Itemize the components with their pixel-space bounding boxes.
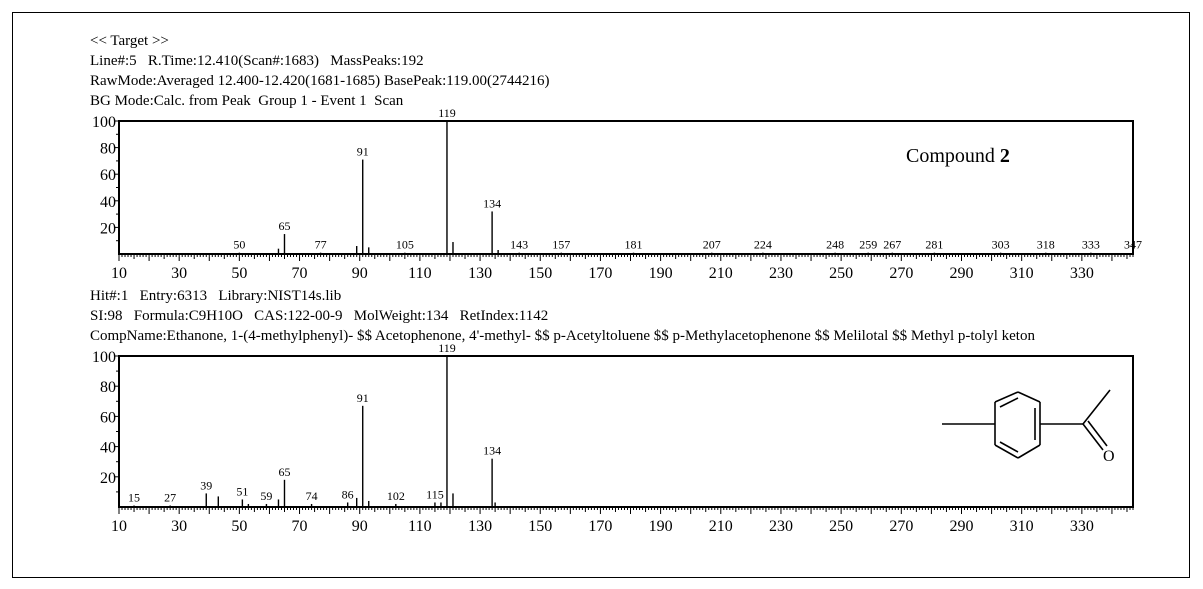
x-tick-label: 50: [231, 265, 248, 282]
target-header-line-3: RawMode:Averaged 12.400-12.420(1681-1685) BasePeak:119.00(2744216): [90, 73, 550, 89]
x-tick-label: 190: [648, 518, 673, 535]
x-tick-label: 70: [291, 265, 308, 282]
x-tick-label: 290: [949, 265, 974, 282]
oxygen-atom-label: O: [1103, 448, 1115, 465]
peak-label: 143: [510, 237, 529, 252]
x-tick-label: 30: [171, 518, 188, 535]
peak-label: 77: [314, 237, 327, 252]
y-tick-label: 40: [100, 439, 116, 457]
y-tick-label: 80: [100, 140, 116, 158]
peak-label: 119: [438, 106, 456, 120]
hit-header-line-1: Hit#:1 Entry:6313 Library:NIST14s.lib: [90, 288, 342, 304]
x-tick-label: 290: [949, 518, 974, 535]
peak-label: 27: [164, 490, 177, 505]
y-tick-label: 100: [92, 349, 116, 366]
x-tick-label: 170: [588, 518, 613, 535]
compound-label: [906, 145, 1010, 167]
x-tick-label: 190: [648, 265, 673, 282]
peak-label: 333: [1081, 237, 1100, 252]
x-tick-label: 250: [829, 518, 854, 535]
plot-border: [119, 121, 1133, 254]
x-tick-label: 90: [351, 265, 368, 282]
target-header-line-2: Line#:5 R.Time:12.410(Scan#:1683) MassPeaks:192: [90, 53, 424, 69]
x-tick-label: 210: [708, 265, 733, 282]
peak-label: 207: [702, 237, 721, 252]
y-tick-label: 60: [100, 409, 116, 427]
y-tick-label: 100: [92, 114, 116, 131]
x-tick-label: 110: [408, 265, 432, 282]
peak-label: 91: [356, 390, 369, 405]
x-tick-label: 50: [231, 518, 248, 535]
x-tick-label: 170: [588, 265, 613, 282]
peak-label: 59: [260, 488, 273, 503]
peak-label: 134: [483, 196, 502, 211]
peak-label: 134: [483, 443, 502, 458]
peak-label: 65: [278, 464, 291, 479]
peak-label: 318: [1036, 237, 1055, 252]
x-tick-label: 210: [708, 518, 733, 535]
y-tick-label: 20: [100, 469, 116, 487]
peak-label: 303: [991, 237, 1010, 252]
x-tick-label: 110: [408, 518, 432, 535]
compound-label-text: Compound: [906, 145, 1000, 167]
x-tick-label: 150: [528, 518, 553, 535]
y-tick-label: 20: [100, 220, 116, 238]
peak-label: 259: [859, 237, 878, 252]
x-tick-label: 310: [1009, 518, 1034, 535]
peak-label: 224: [753, 237, 772, 252]
peak-label: 181: [624, 237, 643, 252]
peak-label: 119: [438, 341, 456, 355]
y-tick-label: 60: [100, 167, 116, 185]
peak-label: 115: [426, 487, 444, 502]
plot-border: [119, 356, 1133, 507]
compound-label-number: 2: [999, 145, 1010, 167]
peak-label: 86: [341, 487, 354, 502]
chemical-structure: [942, 390, 1110, 458]
x-tick-label: 330: [1069, 265, 1094, 282]
y-tick-label: 80: [100, 379, 116, 397]
target-header-line-1: << Target >>: [90, 33, 169, 49]
peak-label: 347: [1124, 237, 1142, 252]
hit-header-line-3: CompName:Ethanone, 1-(4-methylphenyl)- $$ Acetophenone, 4'-methyl- $$ p-Acetyltoluene $$ p-Methylacetophenone $$ Melilotal $$ Methyl p-tolyl keton: [90, 328, 1035, 344]
x-tick-label: 150: [528, 265, 553, 282]
x-tick-label: 230: [768, 518, 793, 535]
x-tick-label: 10: [111, 265, 127, 282]
x-tick-label: 270: [889, 518, 914, 535]
x-tick-label: 230: [768, 265, 793, 282]
peak-label: 50: [233, 237, 246, 252]
peak-label: 74: [305, 488, 318, 503]
x-tick-label: 310: [1009, 265, 1034, 282]
x-tick-label: 250: [829, 265, 854, 282]
x-tick-label: 70: [291, 518, 308, 535]
peak-label: 281: [925, 237, 944, 252]
x-tick-label: 330: [1069, 518, 1094, 535]
x-tick-label: 130: [468, 265, 493, 282]
peak-label: 15: [128, 490, 141, 505]
peak-label: 267: [883, 237, 902, 252]
peak-label: 65: [278, 219, 291, 234]
peak-label: 91: [356, 144, 369, 159]
x-tick-label: 130: [468, 518, 493, 535]
library-spectrum-plot: [92, 341, 1133, 535]
x-tick-label: 270: [889, 265, 914, 282]
hit-header-line-2: SI:98 Formula:C9H10O CAS:122-00-9 MolWeight:134 RetIndex:1142: [90, 308, 549, 324]
y-tick-label: 40: [100, 193, 116, 211]
peak-label: 248: [826, 237, 845, 252]
x-tick-label: 90: [351, 518, 368, 535]
peak-label: 51: [236, 484, 249, 499]
x-tick-label: 30: [171, 265, 188, 282]
target-header-line-4: BG Mode:Calc. from Peak Group 1 - Event 1 Scan: [90, 93, 404, 109]
peak-label: 157: [552, 237, 571, 252]
peak-label: 102: [386, 488, 405, 503]
peak-label: 39: [200, 478, 213, 493]
peak-label: 105: [395, 237, 414, 252]
target-spectrum-plot: [92, 106, 1142, 282]
x-tick-label: 10: [111, 518, 127, 535]
